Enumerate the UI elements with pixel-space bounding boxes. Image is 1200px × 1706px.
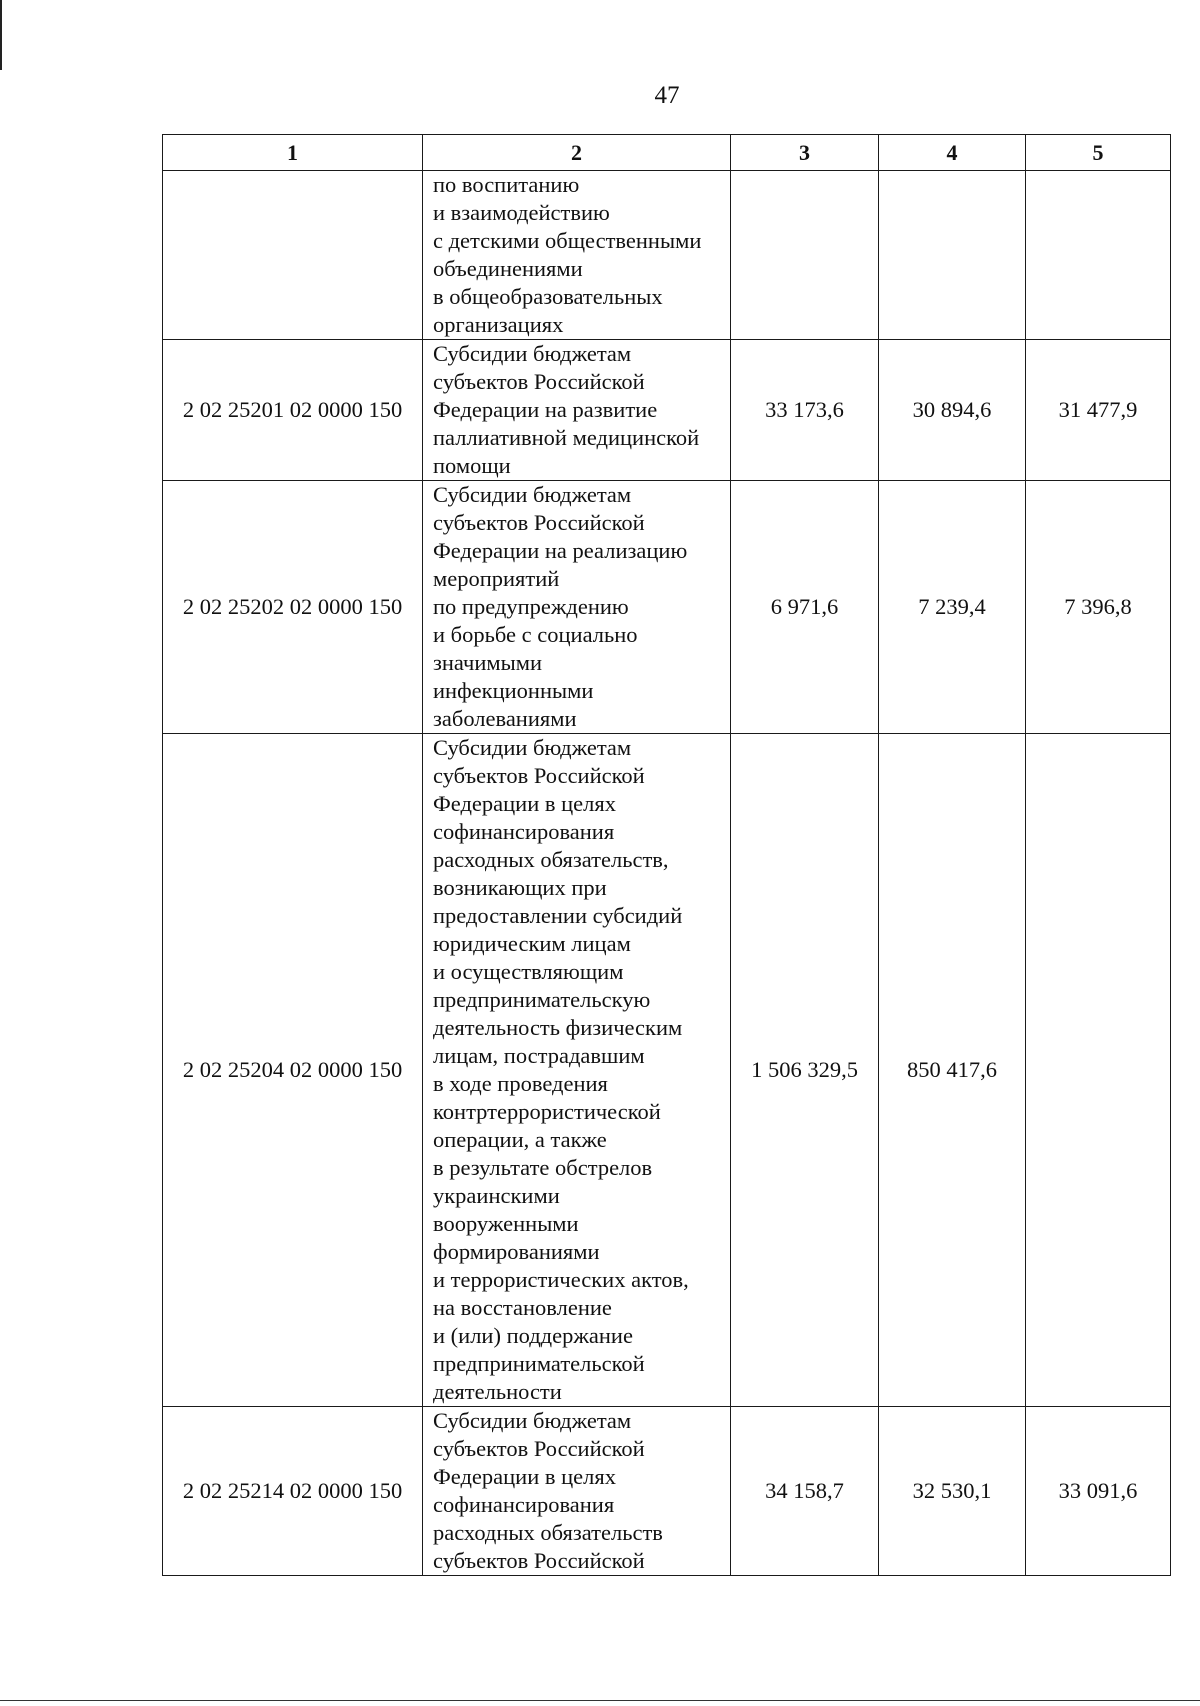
- amount-col-4: 850 417,6: [879, 734, 1026, 1407]
- description-line: и осуществляющим: [433, 959, 624, 984]
- budget-code: [163, 171, 423, 340]
- amount-col-3: 1 506 329,5: [731, 734, 879, 1407]
- table-row: [163, 1407, 1171, 1576]
- amount-col-4: 32 530,1: [879, 1407, 1026, 1576]
- description-line: по воспитанию: [433, 172, 580, 197]
- description-line: мероприятий: [433, 566, 560, 591]
- description-line: расходных обязательств,: [433, 847, 669, 872]
- column-header-3: 3: [731, 135, 879, 171]
- description-line: возникающих при: [433, 875, 607, 900]
- description-line: лицам, пострадавшим: [433, 1043, 645, 1068]
- description-line: инфекционными: [433, 678, 594, 703]
- table-row: [163, 734, 1171, 1407]
- amount-col-3: [731, 171, 879, 340]
- description-line: объединениями: [433, 256, 583, 281]
- description-line: украинскими: [433, 1183, 560, 1208]
- description-line: софинансирования: [433, 1492, 615, 1517]
- description-line: деятельность физическим: [433, 1015, 683, 1040]
- amount-col-5: [1026, 734, 1171, 1407]
- table-row: [163, 481, 1171, 734]
- page-number: 47: [654, 82, 680, 109]
- amount-col-3: 34 158,7: [731, 1407, 879, 1576]
- description-line: значимыми: [433, 650, 543, 675]
- budget-code: 2 02 25204 02 0000 150: [163, 734, 423, 1407]
- description-line: в общеобразовательных: [433, 284, 663, 309]
- description-line: на восстановление: [433, 1295, 612, 1320]
- amount-col-4: 30 894,6: [879, 340, 1026, 481]
- amount-col-5: 31 477,9: [1026, 340, 1171, 481]
- budget-description: [423, 734, 731, 1407]
- table-header-row: [163, 135, 1171, 171]
- amount-col-5: 33 091,6: [1026, 1407, 1171, 1576]
- description-line: Субсидии бюджетам: [433, 341, 632, 366]
- description-line: Субсидии бюджетам: [433, 1408, 632, 1433]
- description-line: помощи: [433, 453, 511, 478]
- table-row: [163, 340, 1171, 481]
- budget-code: 2 02 25202 02 0000 150: [163, 481, 423, 734]
- description-line: и террористических актов,: [433, 1267, 689, 1292]
- amount-col-5: [1026, 171, 1171, 340]
- budget-description: [423, 1407, 731, 1576]
- description-line: субъектов Российской: [433, 1548, 645, 1573]
- description-line: предпринимательской: [433, 1351, 645, 1376]
- budget-code: 2 02 25201 02 0000 150: [163, 340, 423, 481]
- table-body: [163, 171, 1171, 1576]
- amount-col-5: 7 396,8: [1026, 481, 1171, 734]
- amount-col-4: [879, 171, 1026, 340]
- description-line: юридическим лицам: [433, 931, 631, 956]
- amount-col-3: 6 971,6: [731, 481, 879, 734]
- budget-code: 2 02 25214 02 0000 150: [163, 1407, 423, 1576]
- description-line: субъектов Российской: [433, 763, 645, 788]
- budget-description: [423, 481, 731, 734]
- description-line: предоставлении субсидий: [433, 903, 683, 928]
- description-line: субъектов Российской: [433, 1436, 645, 1461]
- description-line: расходных обязательств: [433, 1520, 663, 1545]
- description-line: Субсидии бюджетам: [433, 482, 632, 507]
- description-line: Федерации в целях: [433, 791, 616, 816]
- amount-col-4: 7 239,4: [879, 481, 1026, 734]
- description-line: контртеррористической: [433, 1099, 661, 1124]
- description-line: Федерации в целях: [433, 1464, 616, 1489]
- description-line: субъектов Российской: [433, 369, 645, 394]
- description-line: и взаимодействию: [433, 200, 610, 225]
- column-header-5: 5: [1026, 135, 1171, 171]
- column-header-4: 4: [879, 135, 1026, 171]
- description-line: софинансирования: [433, 819, 615, 844]
- description-line: организациях: [433, 312, 564, 337]
- description-line: и борьбе с социально: [433, 622, 638, 647]
- description-line: заболеваниями: [433, 706, 577, 731]
- description-line: формированиями: [433, 1239, 600, 1264]
- budget-description: [423, 340, 731, 481]
- description-line: Субсидии бюджетам: [433, 735, 632, 760]
- amount-col-3: 33 173,6: [731, 340, 879, 481]
- description-line: с детскими общественными: [433, 228, 702, 253]
- scan-edge-left: [0, 0, 2, 70]
- scan-edge-bottom: [0, 1700, 1200, 1701]
- description-line: в результате обстрелов: [433, 1155, 653, 1180]
- description-line: Федерации на реализацию: [433, 538, 688, 563]
- description-line: предпринимательскую: [433, 987, 651, 1012]
- description-line: по предупреждению: [433, 594, 629, 619]
- budget-description: [423, 171, 731, 340]
- column-header-2: 2: [423, 135, 731, 171]
- description-line: и (или) поддержание: [433, 1323, 633, 1348]
- description-line: паллиативной медицинской: [433, 425, 700, 450]
- description-line: Федерации на развитие: [433, 397, 658, 422]
- table-row: [163, 171, 1171, 340]
- description-line: вооруженными: [433, 1211, 579, 1236]
- column-header-1: 1: [163, 135, 423, 171]
- description-line: в ходе проведения: [433, 1071, 608, 1096]
- description-line: деятельности: [433, 1379, 562, 1404]
- description-line: субъектов Российской: [433, 510, 645, 535]
- description-line: операции, а также: [433, 1127, 607, 1152]
- budget-table: [162, 134, 1171, 1576]
